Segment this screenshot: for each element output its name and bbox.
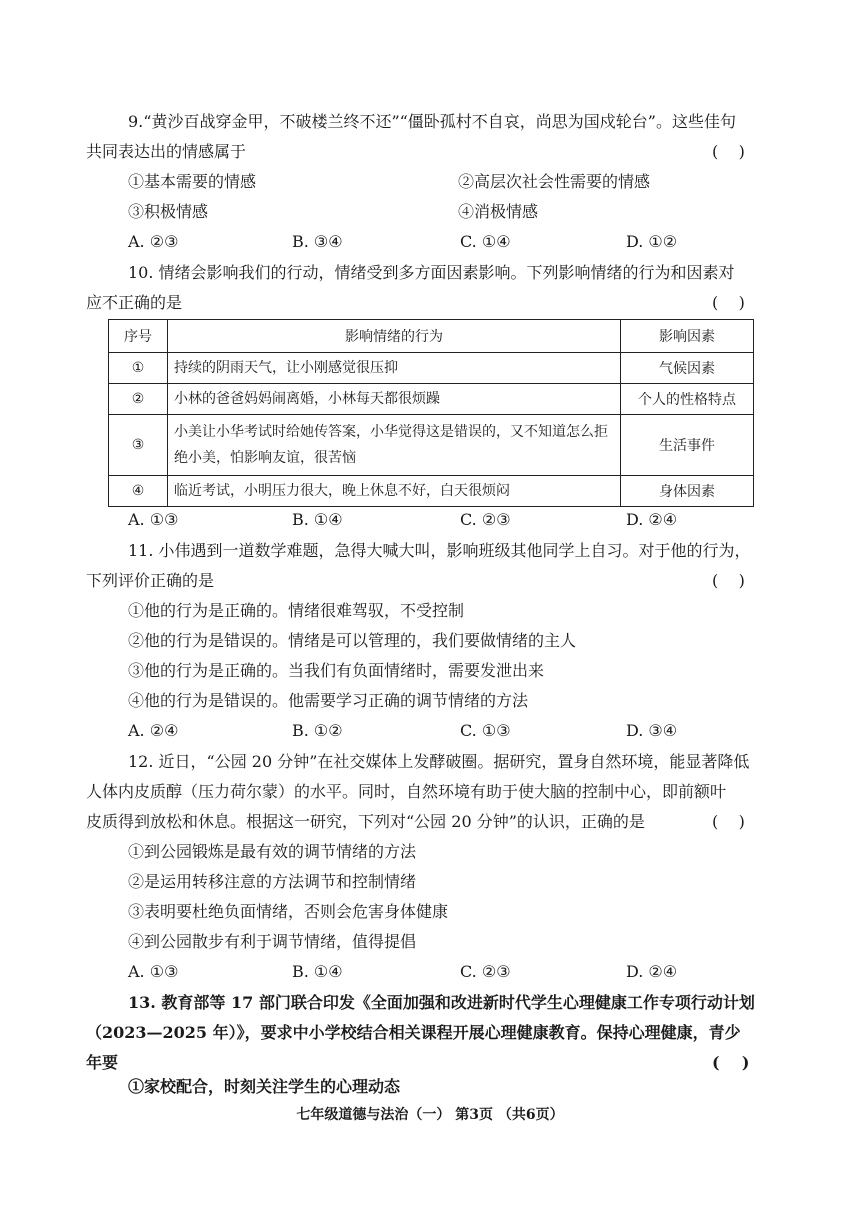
- table-cell-factor: 气候因素: [621, 353, 754, 384]
- q12-item-4: ④到公园散步有利于调节情绪，值得提倡: [128, 932, 417, 951]
- q12-stem-line1: 12. 近日，“公园 20 分钟”在社交媒体上发酵破圈。据研究，置身自然环境，能显著降低: [128, 752, 750, 771]
- table-cell-behavior: 小林的爸爸妈妈闹离婚，小林每天都很烦躁: [168, 384, 621, 415]
- q10-table: [108, 319, 754, 507]
- table-cell-no: ④: [109, 476, 168, 507]
- table-cell-no: ①: [109, 353, 168, 384]
- q9-answer-paren: ( ): [712, 142, 745, 161]
- table-header-factor: 影响因素: [621, 320, 754, 353]
- table-cell-factor: 生活事件: [621, 415, 754, 476]
- q13-stem-line2: （2023—2025 年）》，要求中小学校结合相关课程开展心理健康教育。保持心理健康，青少: [86, 1023, 741, 1042]
- q12-answer-paren: ( ): [712, 812, 745, 831]
- q11-answer-paren: ( ): [712, 571, 745, 590]
- q12-stem-line2: 人体内皮质醇（压力荷尔蒙）的水平。同时，自然环境有助于使大脑的控制中心，即前额叶: [86, 782, 727, 801]
- q11-item-1: ①他的行为是正确的。情绪很难驾驭，不受控制: [128, 601, 465, 620]
- table-header-behavior: 影响情绪的行为: [168, 320, 621, 353]
- q9-item-3: ③积极情感: [128, 202, 209, 221]
- q10-stem-line2: 应不正确的是: [86, 293, 183, 312]
- q11-item-3: ③他的行为是正确的。当我们有负面情绪时，需要发泄出来: [128, 661, 545, 680]
- q12-option-c: C. ②③: [460, 962, 511, 981]
- q13-stem-line1: 13. 教育部等 17 部门联合印发《全面加强和改进新时代学生心理健康工作专项行动计划: [128, 993, 755, 1012]
- table-header-no: 序号: [109, 320, 168, 353]
- q12-option-d: D. ②④: [626, 962, 678, 981]
- q9-option-b: B. ③④: [292, 232, 343, 251]
- q9-option-c: C. ①④: [460, 232, 511, 251]
- q13-answer-paren: ( ): [712, 1053, 750, 1072]
- q11-option-b: B. ①②: [292, 721, 343, 740]
- q12-option-a: A. ①③: [128, 962, 179, 981]
- q9-stem-line2: 共同表达出的情感属于: [86, 142, 247, 161]
- table-row: [109, 476, 754, 507]
- q11-option-d: D. ③④: [626, 721, 678, 740]
- q9-option-a: A. ②③: [128, 232, 179, 251]
- page-footer: 七年级道德与法治（一） 第3页 （共6页）: [296, 1107, 564, 1123]
- q12-item-3: ③表明要杜绝负面情绪，否则会危害身体健康: [128, 902, 449, 921]
- table-cell-factor: 身体因素: [621, 476, 754, 507]
- q9-item-1: ①基本需要的情感: [128, 172, 257, 191]
- q11-option-a: A. ②④: [128, 721, 179, 740]
- q11-stem-line1: 11. 小伟遇到一道数学难题，急得大喊大叫，影响班级其他同学上自习。对于他的行为，: [128, 541, 751, 560]
- q9-item-2: ②高层次社会性需要的情感: [458, 172, 651, 191]
- table-row: [109, 353, 754, 384]
- q9-option-d: D. ①②: [626, 232, 678, 251]
- q10-option-b: B. ①④: [292, 510, 343, 529]
- q12-stem-line3: 皮质得到放松和休息。根据这一研究，下列对“公园 20 分钟”的认识，正确的是: [86, 812, 645, 831]
- q10-option-a: A. ①③: [128, 510, 179, 529]
- q12-item-1: ①到公园锻炼是最有效的调节情绪的方法: [128, 842, 417, 861]
- q10-answer-paren: ( ): [712, 293, 745, 312]
- q11-item-2: ②他的行为是错误的。情绪是可以管理的，我们要做情绪的主人: [128, 631, 577, 650]
- q10-stem-line1: 10. 情绪会影响我们的行动，情绪受到多方面因素影响。下列影响情绪的行为和因素对: [128, 263, 735, 282]
- table-cell-behavior: 临近考试，小明压力很大，晚上休息不好，白天很烦闷: [168, 476, 621, 507]
- q9-item-4: ④消极情感: [458, 202, 539, 221]
- q9-stem-line1: 9.“黄沙百战穿金甲，不破楼兰终不还”“僵卧孤村不自哀，尚思为国戍轮台”。这些佳句: [128, 112, 736, 131]
- q10-option-d: D. ②④: [626, 510, 678, 529]
- q11-item-4: ④他的行为是错误的。他需要学习正确的调节情绪的方法: [128, 691, 529, 710]
- table-cell-no: ②: [109, 384, 168, 415]
- q12-item-2: ②是运用转移注意的方法调节和控制情绪: [128, 872, 417, 891]
- table-row: [109, 415, 754, 476]
- q12-option-b: B. ①④: [292, 962, 343, 981]
- table-header-row: [109, 320, 754, 353]
- q13-stem-line3: 年要: [86, 1053, 119, 1072]
- table-cell-behavior: 小美让小华考试时给她传答案，小华觉得这是错误的，又不知道怎么拒绝小美，怕影响友谊，很苦恼: [168, 415, 621, 476]
- q11-option-c: C. ①③: [460, 721, 511, 740]
- table-cell-factor: 个人的性格特点: [621, 384, 754, 415]
- q10-option-c: C. ②③: [460, 510, 511, 529]
- q13-item-1: ①家校配合，时刻关注学生的心理动态: [128, 1077, 401, 1096]
- table-cell-no: ③: [109, 415, 168, 476]
- q11-stem-line2: 下列评价正确的是: [86, 571, 215, 590]
- table-cell-behavior: 持续的阴雨天气，让小刚感觉很压抑: [168, 353, 621, 384]
- table-row: [109, 384, 754, 415]
